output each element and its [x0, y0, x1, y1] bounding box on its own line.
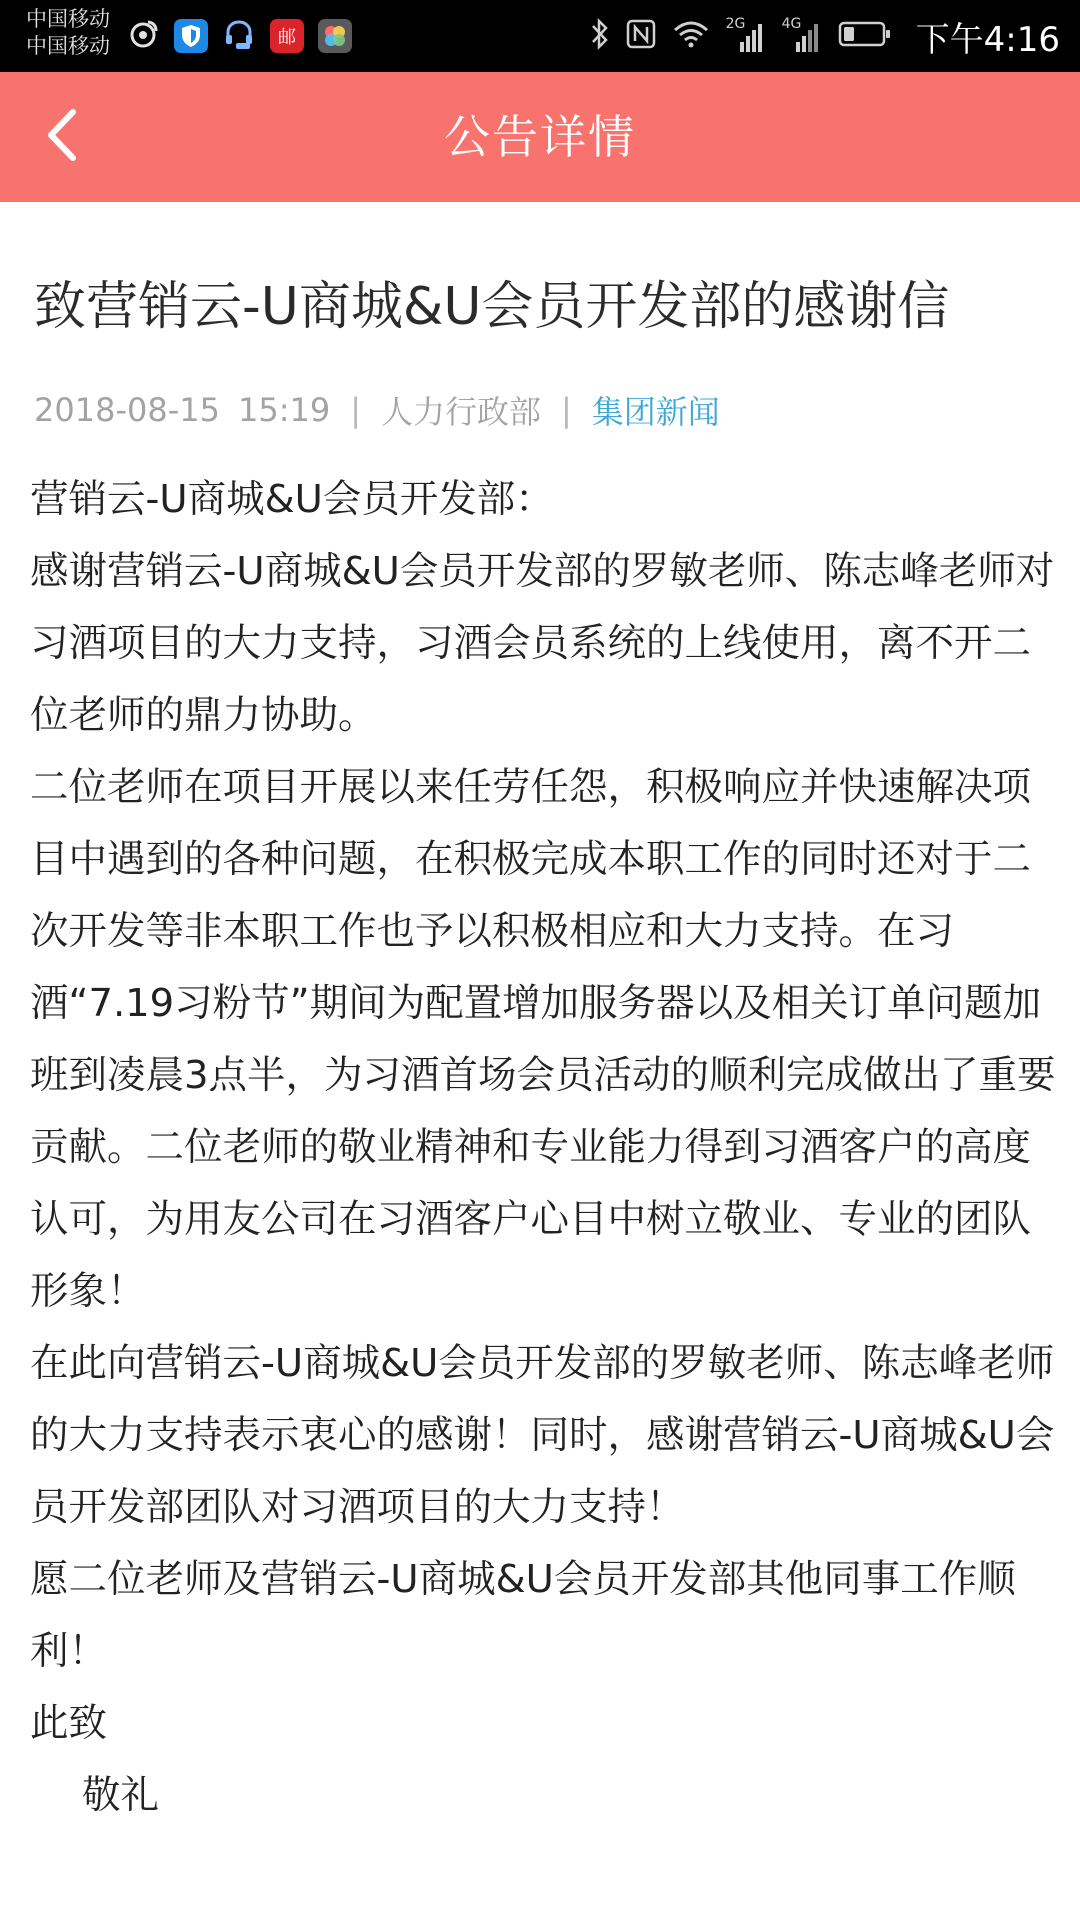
clock: 下午4:16	[915, 19, 1060, 60]
closing-regards: 敬礼	[82, 1773, 160, 1818]
article-department: 人力行政部	[380, 393, 541, 431]
wifi-icon	[672, 19, 710, 53]
meta-divider: |	[560, 391, 572, 429]
page-title: 公告详情	[444, 110, 636, 164]
battery-icon	[838, 20, 892, 52]
body-paragraph: 感谢营销云-U商城&U会员开发部的罗敏老师、陈志峰老师对习酒项目的大力支持，习酒会员系统的上线使用，离不开二位老师的鼎力协助。	[30, 549, 1055, 738]
mail-app-label: 邮	[278, 27, 296, 48]
carrier-labels	[26, 6, 110, 60]
article-body	[30, 464, 1060, 1832]
article-meta	[34, 384, 720, 436]
salutation: 营销云-U商城&U会员开发部：	[30, 477, 554, 522]
body-paragraph: 二位老师在项目开展以来任劳任怨，积极响应并快速解决项目中遇到的各种问题，在积极完成本职工作的同时还对于二次开发等非本职工作也予以积极相应和大力支持。在习酒“7.19习粉节”期间为配置增加服务器以及相关订单问题加班到凌晨3点半，为习酒首场会员活动的顺利完成做出了重要贡献。二位老师的敬业精神和专业能力得到习酒客户的高度认可，为用友公司在习酒客户心目中树立敬业、专业的团队形象！	[30, 765, 1056, 1314]
carrier-label-2: 中国移动	[26, 34, 110, 58]
system-icons	[590, 0, 1060, 72]
body-paragraph: 愿二位老师及营销云-U商城&U会员开发部其他同事工作顺利！	[30, 1557, 1016, 1674]
back-button[interactable]	[22, 97, 102, 177]
article-category-link[interactable]: 集团新闻	[591, 393, 720, 431]
notification-icons	[126, 16, 352, 56]
signal-4g-label: 4G	[781, 16, 802, 32]
mail-icon	[270, 19, 304, 53]
closing-line: 此致	[30, 1701, 108, 1746]
article-time: 15:19	[237, 391, 331, 429]
carrier-label-1: 中国移动	[26, 7, 110, 31]
weibo-icon	[126, 17, 160, 55]
app-bar	[0, 72, 1080, 202]
headset-icon	[222, 17, 256, 55]
bluetooth-icon	[590, 17, 610, 55]
status-bar	[0, 0, 1080, 72]
article-title: 致营销云-U商城&U会员开发部的感谢信	[34, 277, 950, 337]
shield-icon	[174, 19, 208, 53]
signal-2g-icon	[726, 16, 766, 56]
signal-4g-icon	[782, 16, 822, 56]
nfc-icon	[626, 19, 656, 53]
meta-divider: |	[350, 391, 361, 429]
signal-2g-label: 2G	[725, 16, 746, 32]
body-paragraph: 在此向营销云-U商城&U会员开发部的罗敏老师、陈志峰老师的大力支持表示衷心的感谢！同时，感谢营销云-U商城&U会员开发部团队对习酒项目的大力支持！	[30, 1341, 1055, 1530]
chevron-left-icon	[42, 107, 82, 167]
article-date: 2018-08-15	[34, 391, 220, 429]
photos-icon	[318, 19, 352, 53]
